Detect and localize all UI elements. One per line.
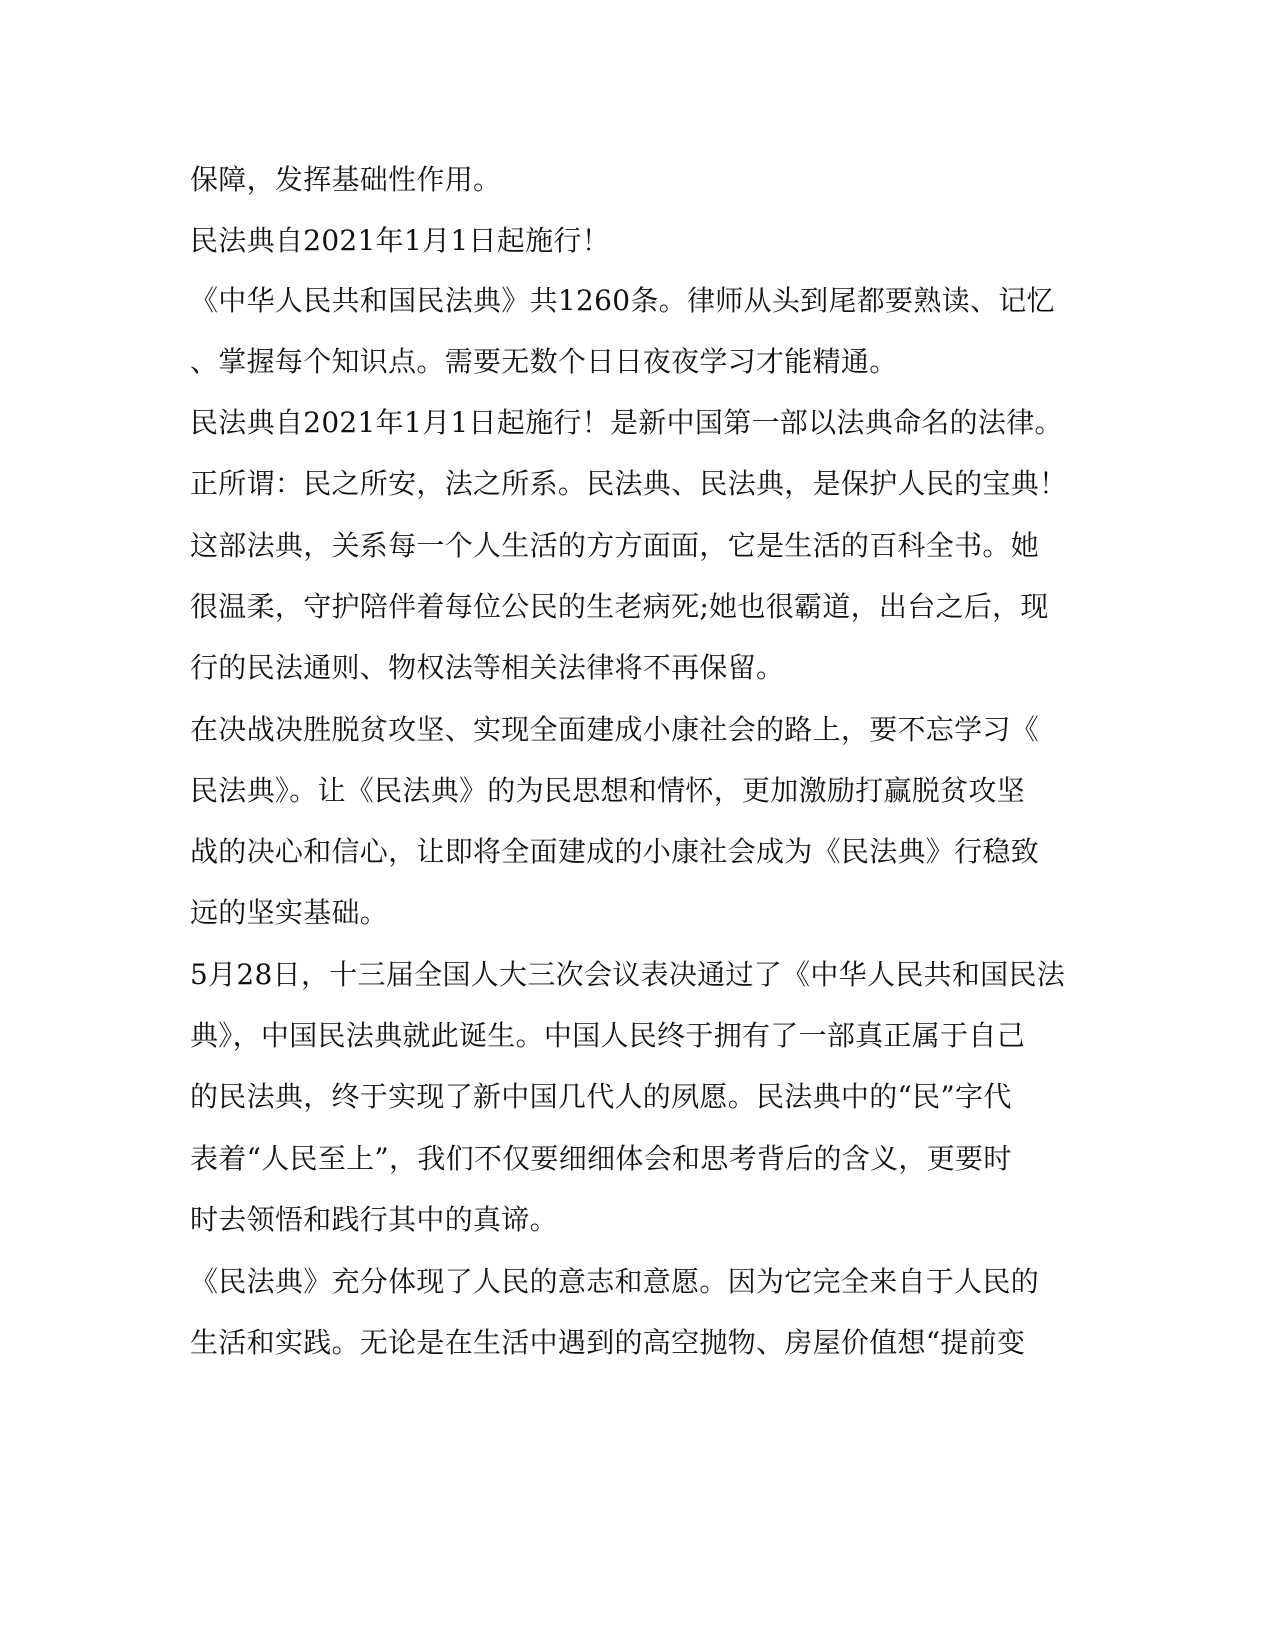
text-line: 在决战决胜脱贫攻坚、实现全面建成小康社会的路上，要不忘学习《 — [190, 713, 1040, 746]
text-line: 很温柔，守护陪伴着每位公民的生老病死;她也很霸道，出台之后，现 — [190, 590, 1049, 623]
text-line: 《中华人民共和国民法典》共1260条。律师从头到尾都要熟读、记忆 — [190, 284, 1055, 317]
text-line: 正所谓：民之所安，法之所系。民法典、民法典，是保护人民的宝典！ — [190, 467, 1068, 500]
text-line: 战的决心和信心，让即将全面建成的小康社会成为《民法典》行稳致 — [190, 835, 1040, 868]
text-line: 生活和实践。无论是在生活中遇到的高空抛物、房屋价值想“提前变 — [190, 1326, 1026, 1359]
text-line: 保障，发挥基础性作用。 — [190, 163, 502, 196]
text-line: 行的民法通则、物权法等相关法律将不再保留。 — [190, 651, 785, 684]
text-line: 表着“人民至上”，我们不仅要细细体会和思考背后的含义，更要时 — [190, 1142, 1012, 1175]
text-line: 远的坚实基础。 — [190, 896, 389, 929]
text-line: 《民法典》充分体现了人民的意志和意愿。因为它完全来自于人民的 — [190, 1265, 1040, 1298]
text-line: 民法典》。让《民法典》的为民思想和情怀，更加激励打赢脱贫攻坚 — [190, 774, 1026, 807]
text-line: 典》，中国民法典就此诞生。中国人民终于拥有了一部真正属于自己 — [190, 1019, 1026, 1052]
text-line: 时去领悟和践行其中的真谛。 — [190, 1203, 558, 1236]
text-line: 、掌握每个知识点。需要无数个日日夜夜学习才能精通。 — [190, 345, 898, 378]
text-line: 民法典自2021年1月1日起施行！是新中国第一部以法典命名的法律。 — [190, 406, 1063, 439]
text-line: 5月28日，十三届全国人大三次会议表决通过了《中华人民共和国民法 — [190, 958, 1066, 991]
text-line: 民法典自2021年1月1日起施行！ — [190, 224, 610, 257]
text-line: 这部法典，关系每一个人生活的方方面面，它是生活的百科全书。她 — [190, 529, 1040, 562]
text-line: 的民法典，终于实现了新中国几代人的夙愿。民法典中的“民”字代 — [190, 1080, 1012, 1113]
